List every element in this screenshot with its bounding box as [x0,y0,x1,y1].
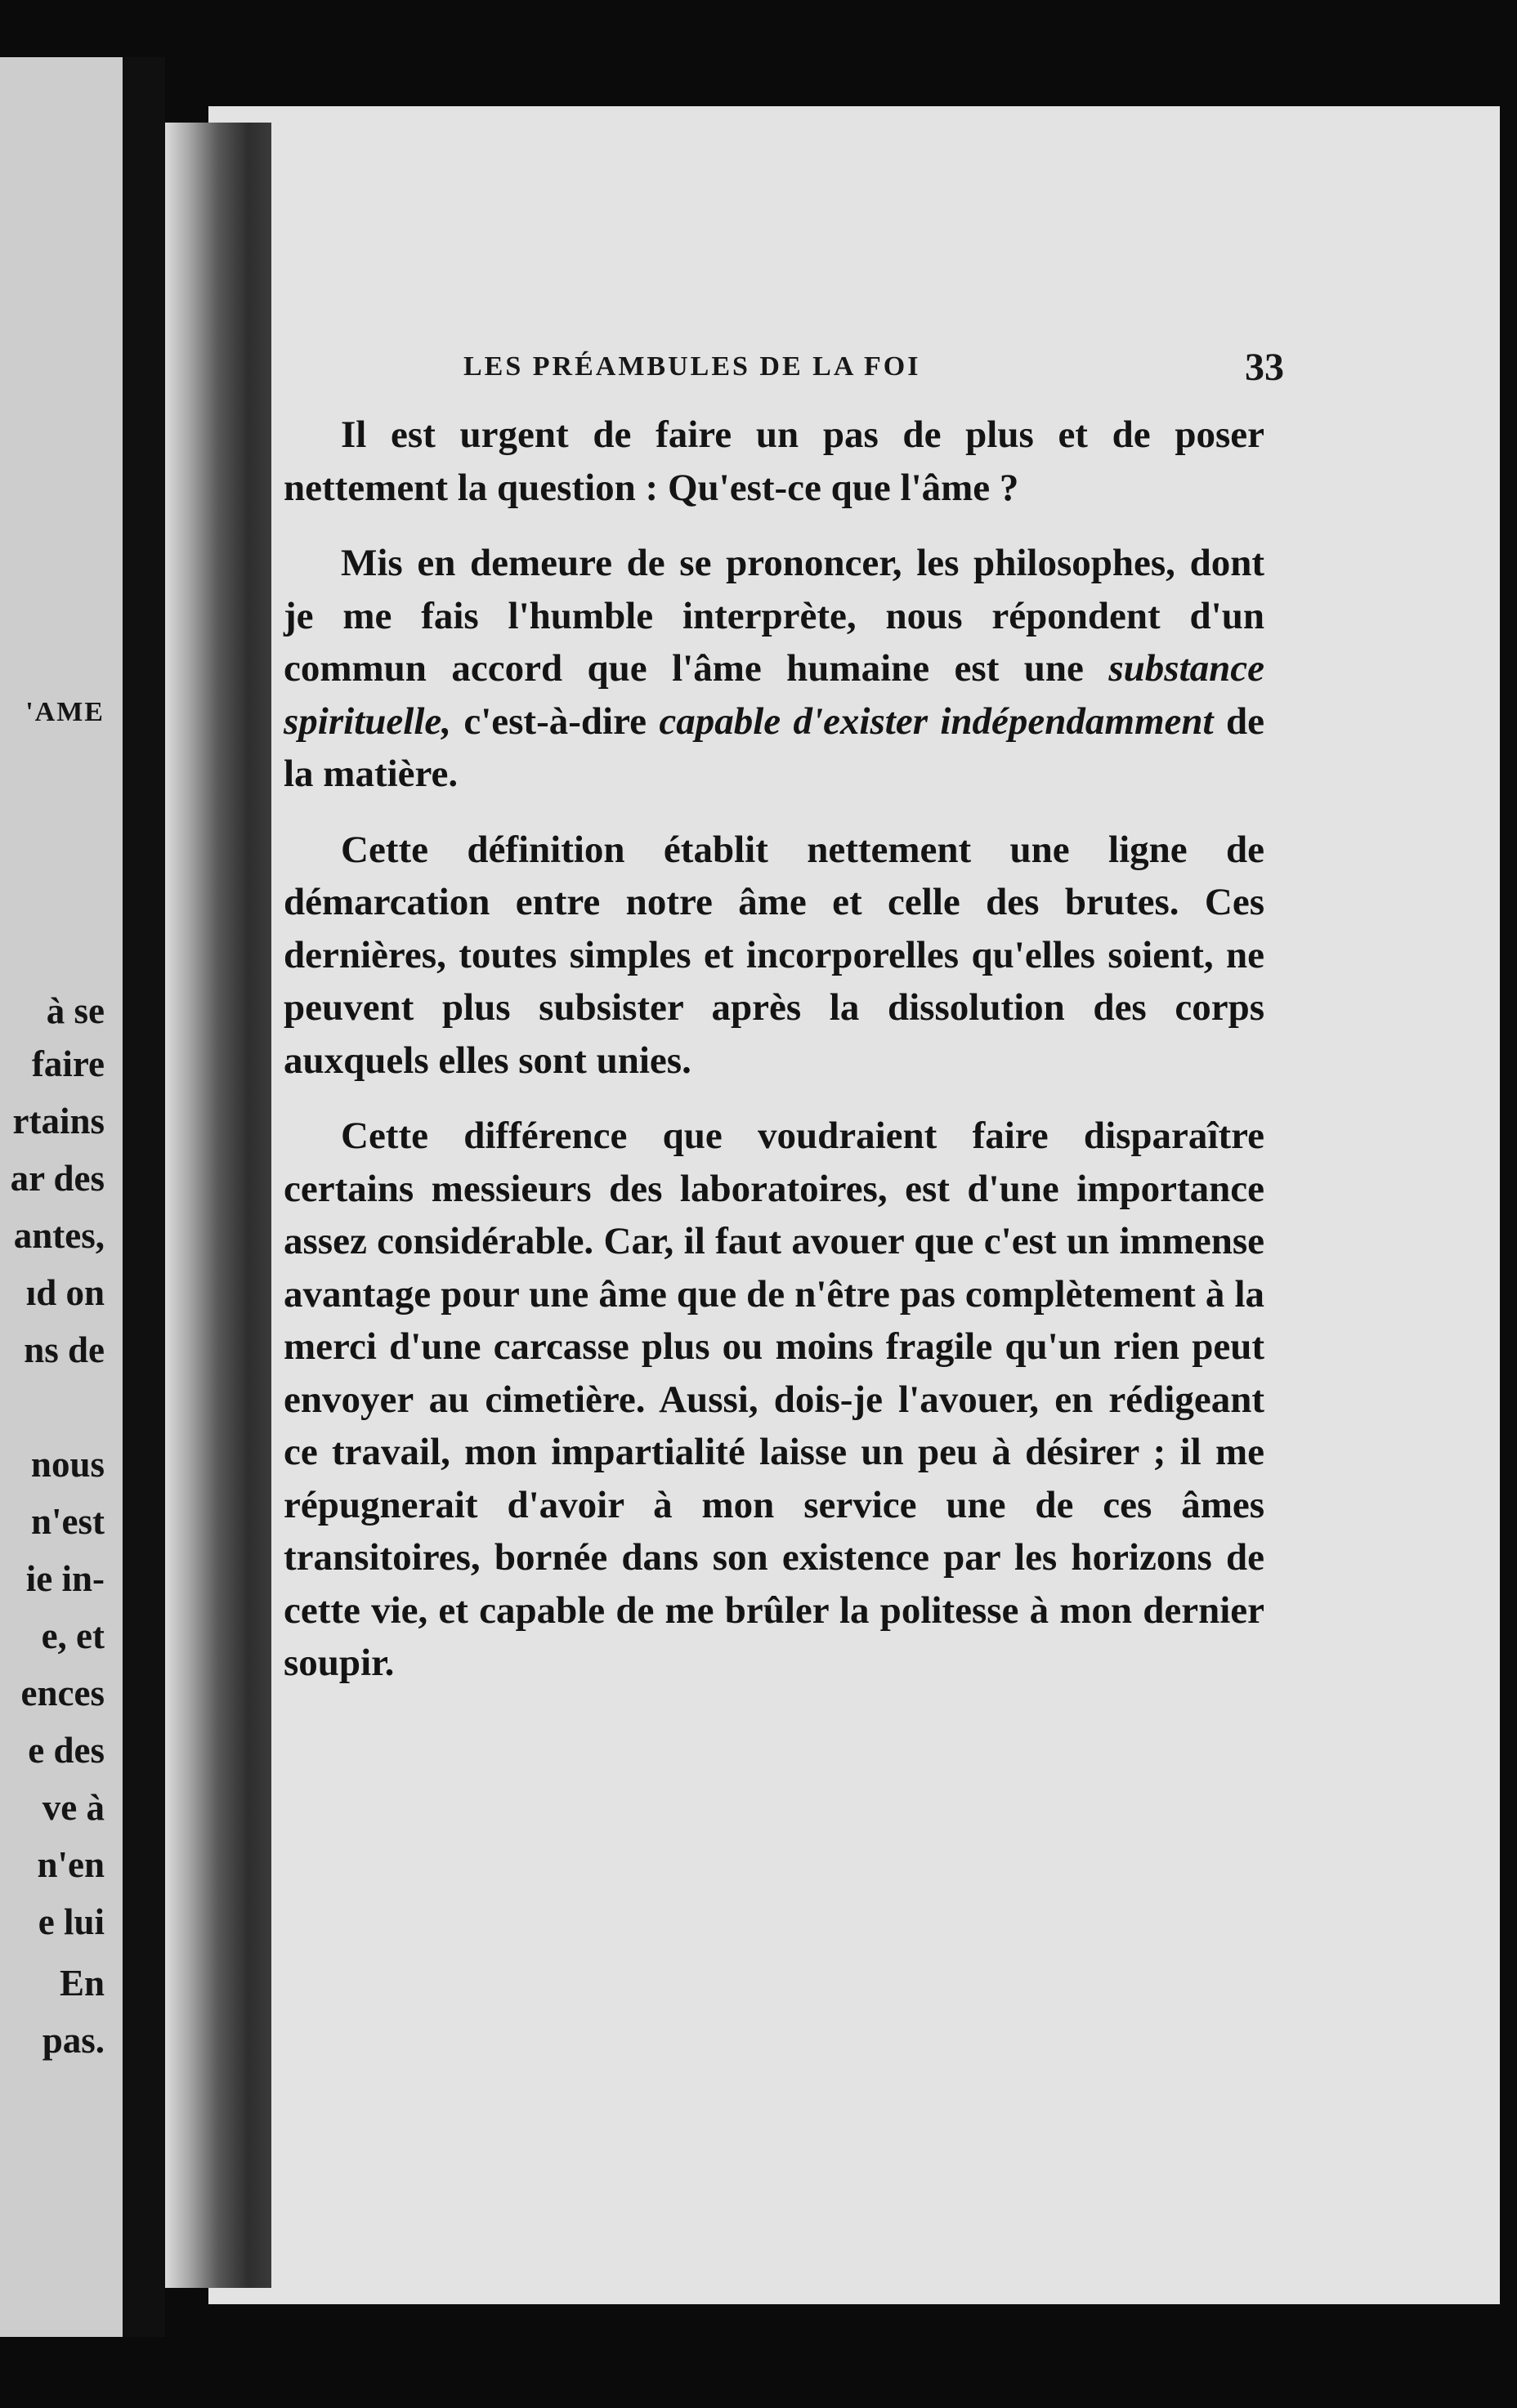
left-fragment: ıd on [25,1272,105,1313]
page-spine-shadow [165,123,271,2288]
left-fragment: ns de [24,1329,105,1370]
running-header [284,346,1284,409]
left-fragment: n'est [31,1501,105,1542]
left-fragment: rtains [12,1101,105,1141]
paragraph [284,824,1264,1088]
paragraph [284,1110,1264,1690]
left-page-text-fragments [0,57,123,2337]
left-fragment: faire [31,1043,105,1084]
left-fragment: nous [30,1444,105,1485]
text-run: Il est urgent de faire un pas de plus et de poser nettement la question : Qu'est-ce que l'âme ? [284,413,1264,509]
running-header-title: LES PRÉAMBULES DE LA FOI [463,351,921,382]
italic-run: substance spirituelle, [284,647,1264,743]
body-text [284,409,1264,1690]
right-page [208,106,1500,2304]
left-fragment: 'AME [25,697,105,727]
text-run: Mis en demeure de se prononcer, les philosophes, dont je me fais l'humble interprète, nous répondent d'un commun accord que l'âme humaine est une [284,542,1264,690]
text-run: Cette définition établit nettement une ligne de démarcation entre notre âme et celle des brutes. Ces dernières, toutes simples et incorporelles qu'elles soient, ne peuvent plus subsister après la dissolution des corps auxquels elles sont unies. [284,828,1264,1082]
left-fragment: e, et [41,1615,105,1656]
left-fragment: En [59,1963,105,2004]
left-page [0,57,123,2337]
left-fragment: ie in- [25,1558,105,1599]
text-run: Cette différence que voudraient faire disparaître certains messieurs des laboratoires, est d'une importance assez considérable. Car, il faut avouer que c'est un immense avantage pour une âme que de n'être pas complètement à la merci d'une carcasse plus ou moins fragile qu'un rien peut envoyer au cimetière. Aussi, dois-je l'avouer, en rédigeant ce travail, mon impartialité laisse un peu à désirer ; il me répugnerait d'avoir à mon service une de ces âmes transitoires, bornée dans son existence par les horizons de cette vie, et capable de me brûler la politesse à mon dernier soupir. [284,1115,1264,1684]
left-fragment: ences [20,1673,105,1713]
paragraph [284,409,1264,514]
text-run: de la matière. [284,699,1264,795]
left-fragment: e des [28,1730,105,1771]
text-run: c'est-à-dire [450,699,660,743]
left-fragment: e lui [38,1901,105,1942]
left-fragment: n'en [37,1844,105,1885]
book-gutter [123,57,165,2337]
page-number: 33 [1245,346,1284,389]
paragraph [284,537,1264,801]
page-content [284,346,1284,1713]
left-fragment: à se [46,990,105,1031]
left-fragment: pas. [42,2020,105,2061]
left-fragment: antes, [13,1215,105,1256]
italic-run: capable d'exister indépendamment [659,699,1214,743]
left-fragment: ar des [10,1158,105,1199]
left-fragment: ve à [42,1787,105,1828]
